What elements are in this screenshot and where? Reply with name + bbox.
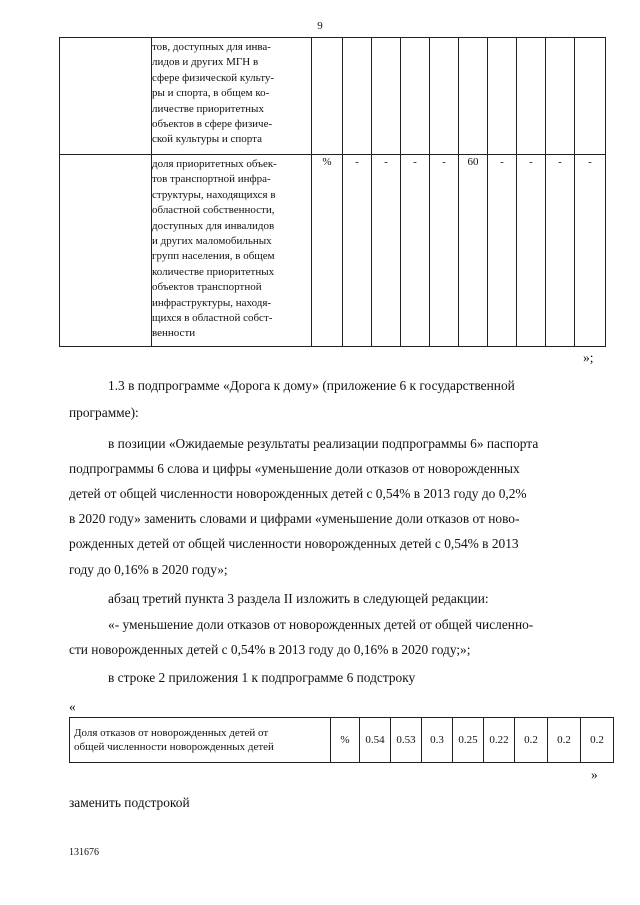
paragraph-line: рожденных детей от общей численности новорожденных детей с 0,54% в 2013	[69, 536, 519, 551]
value-cell: 0.54	[360, 718, 391, 763]
text-line: объектов транспортной	[152, 281, 262, 294]
paragraph-line: абзац третий пункта 3 раздела II изложить в следующей редакции:	[108, 591, 489, 606]
value-cell	[488, 38, 517, 155]
text-line: сфере физической культу-	[152, 71, 275, 84]
text-line: тов, доступных для инва-	[152, 41, 271, 53]
text-line: инфраструктуры, находя-	[152, 296, 272, 309]
indicators-table	[59, 37, 606, 347]
document-code: 131676	[69, 847, 99, 858]
text-line: доступных для инвалидов	[152, 219, 275, 232]
text-line: структуры, находящихся в	[152, 188, 276, 201]
value-cell: -	[488, 155, 517, 347]
unit-cell: %	[331, 718, 360, 763]
value-cell: -	[517, 155, 546, 347]
text-line: щихся в областной собст-	[152, 312, 273, 325]
text-line: венности	[152, 327, 196, 340]
text-line: лидов и других МГН в	[152, 56, 259, 69]
value-cell: -	[343, 155, 372, 347]
paragraph-line: в строке 2 приложения 1 к подпрограмме 6 подстроку	[108, 670, 416, 685]
value-cell: 0.53	[391, 718, 422, 763]
value-cell: -	[430, 155, 459, 347]
table-row	[70, 718, 614, 763]
paragraph-line: 1.3 в подпрограмме «Дорога к дому» (приложение 6 к государственной	[108, 378, 515, 393]
table-row	[60, 155, 606, 347]
paragraph-line: детей от общей численности новорожденных детей с 0,54% в 2013 году до 0,2%	[69, 486, 527, 501]
paragraph-line: в позиции «Ожидаемые результаты реализации подпрограммы 6» паспорта	[108, 436, 539, 451]
page-number: 9	[317, 20, 323, 32]
text-line: ры и спорта, в общем ко-	[152, 87, 270, 100]
table-row	[60, 38, 606, 155]
value-cell: 0.2	[548, 718, 581, 763]
value-cell: -	[401, 155, 430, 347]
value-cell: -	[575, 155, 606, 347]
value-cell: 60	[459, 155, 488, 347]
text-line: и других маломобильных	[152, 235, 272, 248]
value-cell: 0.2	[515, 718, 548, 763]
value-cell	[546, 38, 575, 155]
text-line: Доля отказов от новорожденных детей от	[74, 727, 269, 739]
value-cell: 0.25	[453, 718, 484, 763]
value-cell: -	[546, 155, 575, 347]
closing-quote: »;	[583, 350, 594, 365]
value-cell	[372, 38, 401, 155]
text-line: доля приоритетных объек-	[152, 158, 277, 170]
value-cell	[430, 38, 459, 155]
value-cell: -	[372, 155, 401, 347]
table-cell-empty	[60, 38, 152, 155]
indicator-label-cell	[70, 718, 331, 763]
text-line: областной собственности,	[152, 204, 275, 217]
text-line: личестве приоритетных	[152, 102, 264, 115]
unit-cell	[312, 38, 343, 155]
text-line: общей численности новорожденных детей	[74, 741, 274, 753]
text-line: ской культуры и спорта	[152, 133, 262, 146]
indicator-text-cell	[152, 38, 312, 155]
value-cell	[459, 38, 488, 155]
indicator-text-cell	[152, 155, 312, 347]
text-line: тов транспортной инфра-	[152, 173, 271, 186]
value-cell	[575, 38, 606, 155]
paragraph-line: «- уменьшение доли отказов от новорожденных детей от общей численно-	[108, 617, 534, 632]
replace-instruction: заменить подстрокой	[69, 795, 190, 810]
value-cell	[517, 38, 546, 155]
value-cell	[401, 38, 430, 155]
paragraph-line: году до 0,16% в 2020 году»;	[69, 562, 228, 577]
value-cell: 0.22	[484, 718, 515, 763]
opening-quote: «	[69, 699, 76, 714]
paragraph-line: программе):	[69, 405, 139, 420]
value-cell: 0.2	[581, 718, 614, 763]
paragraph-line: подпрограммы 6 слова и цифры «уменьшение доли отказов от новорожденных	[69, 461, 520, 476]
text-line: количестве приоритетных	[152, 265, 275, 278]
substring-table	[69, 717, 614, 763]
unit-cell: %	[312, 155, 343, 347]
value-cell	[343, 38, 372, 155]
table-cell-empty	[60, 155, 152, 347]
closing-quote: »	[591, 767, 598, 782]
text-line: групп населения, в общем	[152, 250, 275, 263]
value-cell: 0.3	[422, 718, 453, 763]
paragraph-line: сти новорожденных детей с 0,54% в 2013 году до 0,16% в 2020 году;»;	[69, 642, 471, 657]
text-line: объектов в сфере физиче-	[152, 118, 273, 131]
paragraph-line: в 2020 году» заменить словами и цифрами «уменьшение доли отказов от ново-	[69, 511, 520, 526]
